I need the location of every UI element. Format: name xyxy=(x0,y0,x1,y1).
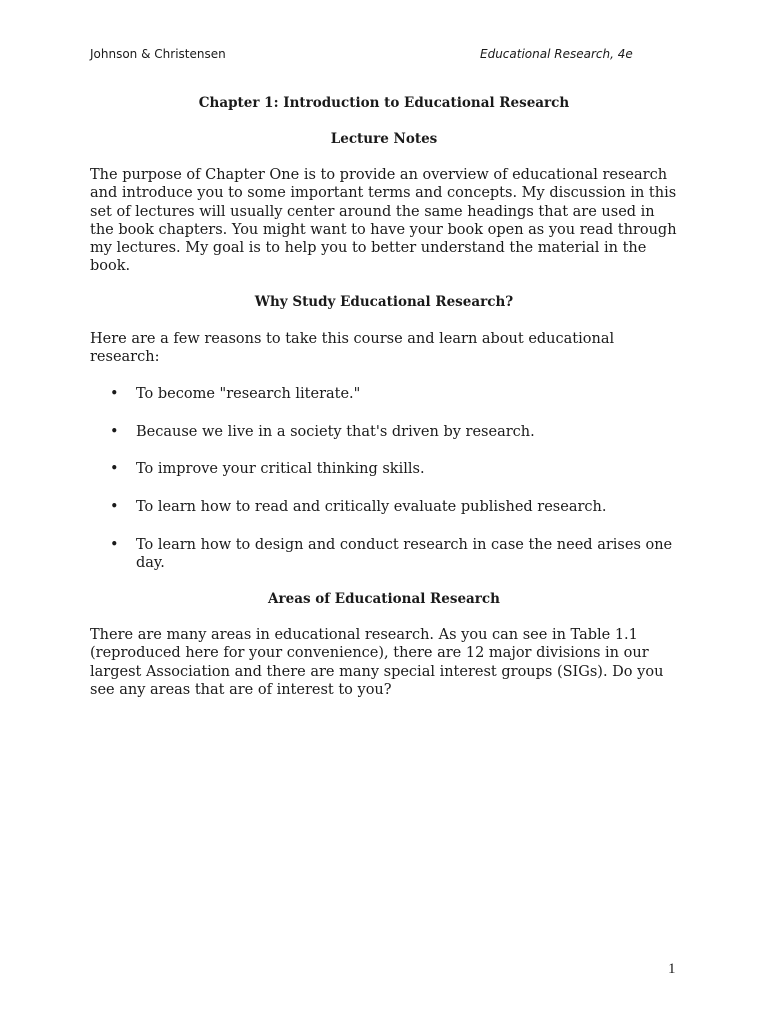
areas-paragraph: There are many areas in educational research. As you can see in Table 1.1 (reproduced here for your convenience), there are 12 major divisions in our largest Association and there are many special interest groups (SIGs). Do you see any areas that are of interest to you? xyxy=(90,627,664,698)
lecture-notes-heading: Lecture Notes xyxy=(330,131,438,147)
list-item xyxy=(110,385,680,403)
bullet-icon: • xyxy=(110,386,119,402)
bullet-icon: • xyxy=(110,537,119,553)
list-item xyxy=(110,498,680,516)
bullet-icon: • xyxy=(110,424,119,440)
list-item-text: To learn how to design and conduct research in case the need arises one day. xyxy=(136,537,673,572)
list-item-text: To improve your critical thinking skills. xyxy=(136,461,425,477)
list-item xyxy=(110,423,680,441)
why-study-heading: Why Study Educational Research? xyxy=(254,294,514,310)
intro-paragraph: The purpose of Chapter One is to provide an overview of educational research and introduce you to some important terms and concepts. My discussion in this set of lectures will usually center around the same headings that are used in the book chapters. You might want to have your book open as you read through my lectures. My goal is to help you to better understand the material in the book. xyxy=(90,167,677,275)
bullet-icon: • xyxy=(110,499,119,515)
list-item-text: To become "research literate." xyxy=(136,386,361,402)
areas-heading: Areas of Educational Research xyxy=(268,591,500,607)
list-item-text: To learn how to read and critically evaluate published research. xyxy=(136,499,607,515)
list-item xyxy=(110,536,680,573)
bullet-icon: • xyxy=(110,461,119,477)
list-item xyxy=(110,460,680,478)
chapter-title: Chapter 1: Introduction to Educational Research xyxy=(198,95,570,111)
running-header-book-title: Educational Research, 4e xyxy=(480,47,633,61)
running-header-authors: Johnson & Christensen xyxy=(90,47,226,61)
page-number: 1 xyxy=(668,961,676,977)
list-item-text: Because we live in a society that's driven by research. xyxy=(136,424,535,440)
why-study-intro: Here are a few reasons to take this course and learn about educational research: xyxy=(90,331,615,366)
